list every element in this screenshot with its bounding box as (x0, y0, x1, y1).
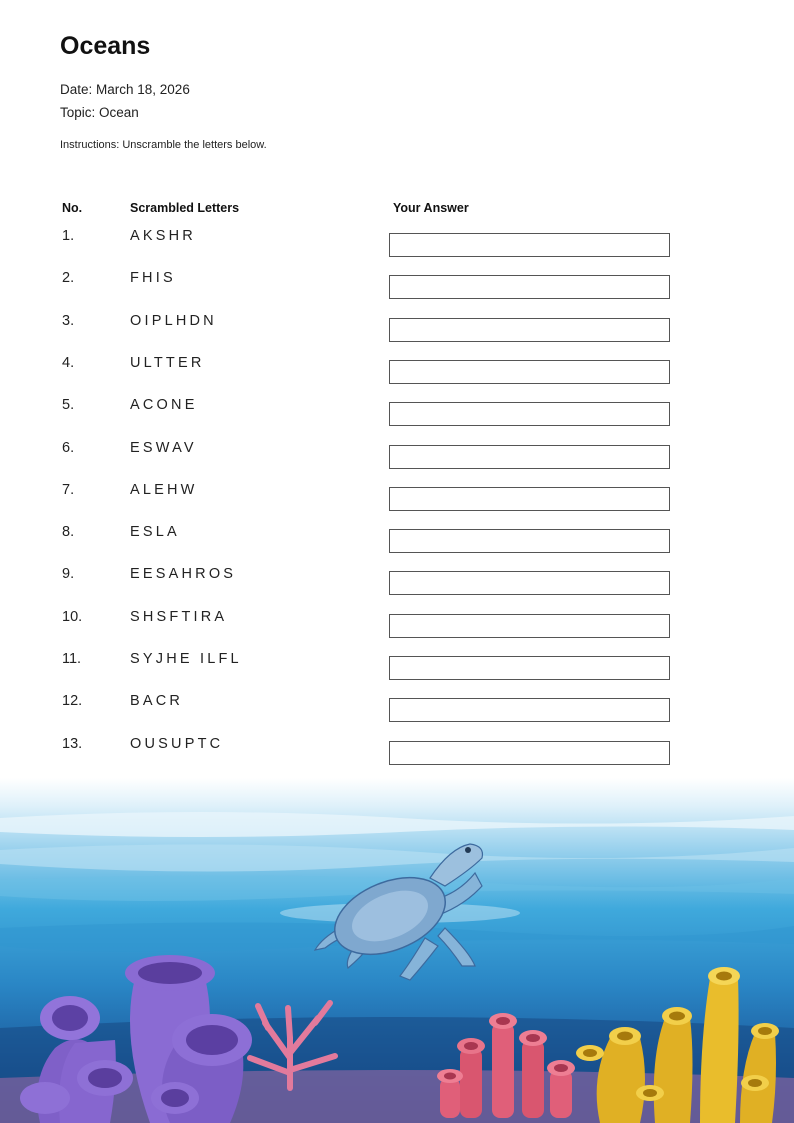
puzzle-row (0, 270, 794, 304)
scrambled-letters: AKSHR (130, 228, 196, 244)
scrambled-letters: FHIS (130, 270, 176, 287)
ocean-scene-illustration (0, 778, 794, 1123)
topic-line: Topic: Ocean (60, 105, 139, 120)
answer-input[interactable] (389, 318, 670, 342)
puzzle-row (0, 566, 794, 600)
puzzle-row (0, 693, 794, 727)
row-number: 3. (62, 312, 75, 329)
row-number: 5. (62, 397, 75, 414)
row-number: 10. (62, 608, 83, 625)
puzzle-row (0, 355, 794, 389)
answer-input[interactable] (389, 402, 670, 426)
row-number: 1. (62, 228, 75, 244)
puzzle-row (0, 228, 794, 262)
scrambled-letters: EESAHROS (130, 566, 237, 583)
puzzle-row (0, 397, 794, 431)
answer-input[interactable] (389, 614, 670, 638)
row-number: 8. (62, 524, 75, 541)
row-number: 9. (62, 566, 75, 583)
puzzle-row (0, 651, 794, 685)
answer-input[interactable] (389, 529, 670, 553)
header-scrambled-letters: Scrambled Letters (130, 201, 240, 215)
scrambled-letters: ULTTER (130, 354, 205, 371)
page-title: Oceans (60, 32, 151, 60)
puzzle-row (0, 524, 794, 558)
scrambled-letters: ALEHW (130, 481, 198, 498)
puzzle-row (0, 482, 794, 516)
row-number: 2. (62, 270, 75, 287)
row-number: 7. (62, 481, 75, 498)
puzzle-row (0, 440, 794, 474)
header-your-answer: Your Answer (393, 201, 469, 215)
answer-input[interactable] (389, 698, 670, 722)
scrambled-letters: SHSFTIRA (130, 608, 228, 625)
answer-input[interactable] (389, 656, 670, 680)
answer-input[interactable] (389, 360, 670, 384)
scrambled-letters: SYJHE ILFL (130, 651, 242, 667)
scrambled-letters: OUSUPTC (130, 735, 224, 752)
answer-input[interactable] (389, 487, 670, 511)
puzzle-row (0, 313, 794, 347)
puzzle-row (0, 609, 794, 643)
row-number: 12. (62, 693, 83, 710)
answer-input[interactable] (389, 571, 670, 595)
answer-input[interactable] (389, 741, 670, 765)
row-number: 4. (62, 354, 75, 371)
answer-input[interactable] (389, 275, 670, 299)
header-number: No. (62, 201, 83, 215)
answer-input[interactable] (389, 445, 670, 469)
row-number: 6. (62, 439, 75, 456)
puzzle-row (0, 736, 794, 770)
scrambled-letters: ACONE (130, 397, 198, 414)
scrambled-letters: ESWAV (130, 439, 197, 456)
row-number: 13. (62, 735, 83, 752)
date-line: Date: March 18, 2026 (60, 82, 190, 97)
row-number: 11. (62, 651, 82, 667)
scrambled-letters: BACR (130, 693, 184, 710)
instructions: Instructions: Unscramble the letters below. (60, 139, 267, 151)
scrambled-letters: ESLA (130, 524, 180, 541)
answer-input[interactable] (389, 233, 670, 257)
scrambled-letters: OIPLHDN (130, 312, 217, 329)
